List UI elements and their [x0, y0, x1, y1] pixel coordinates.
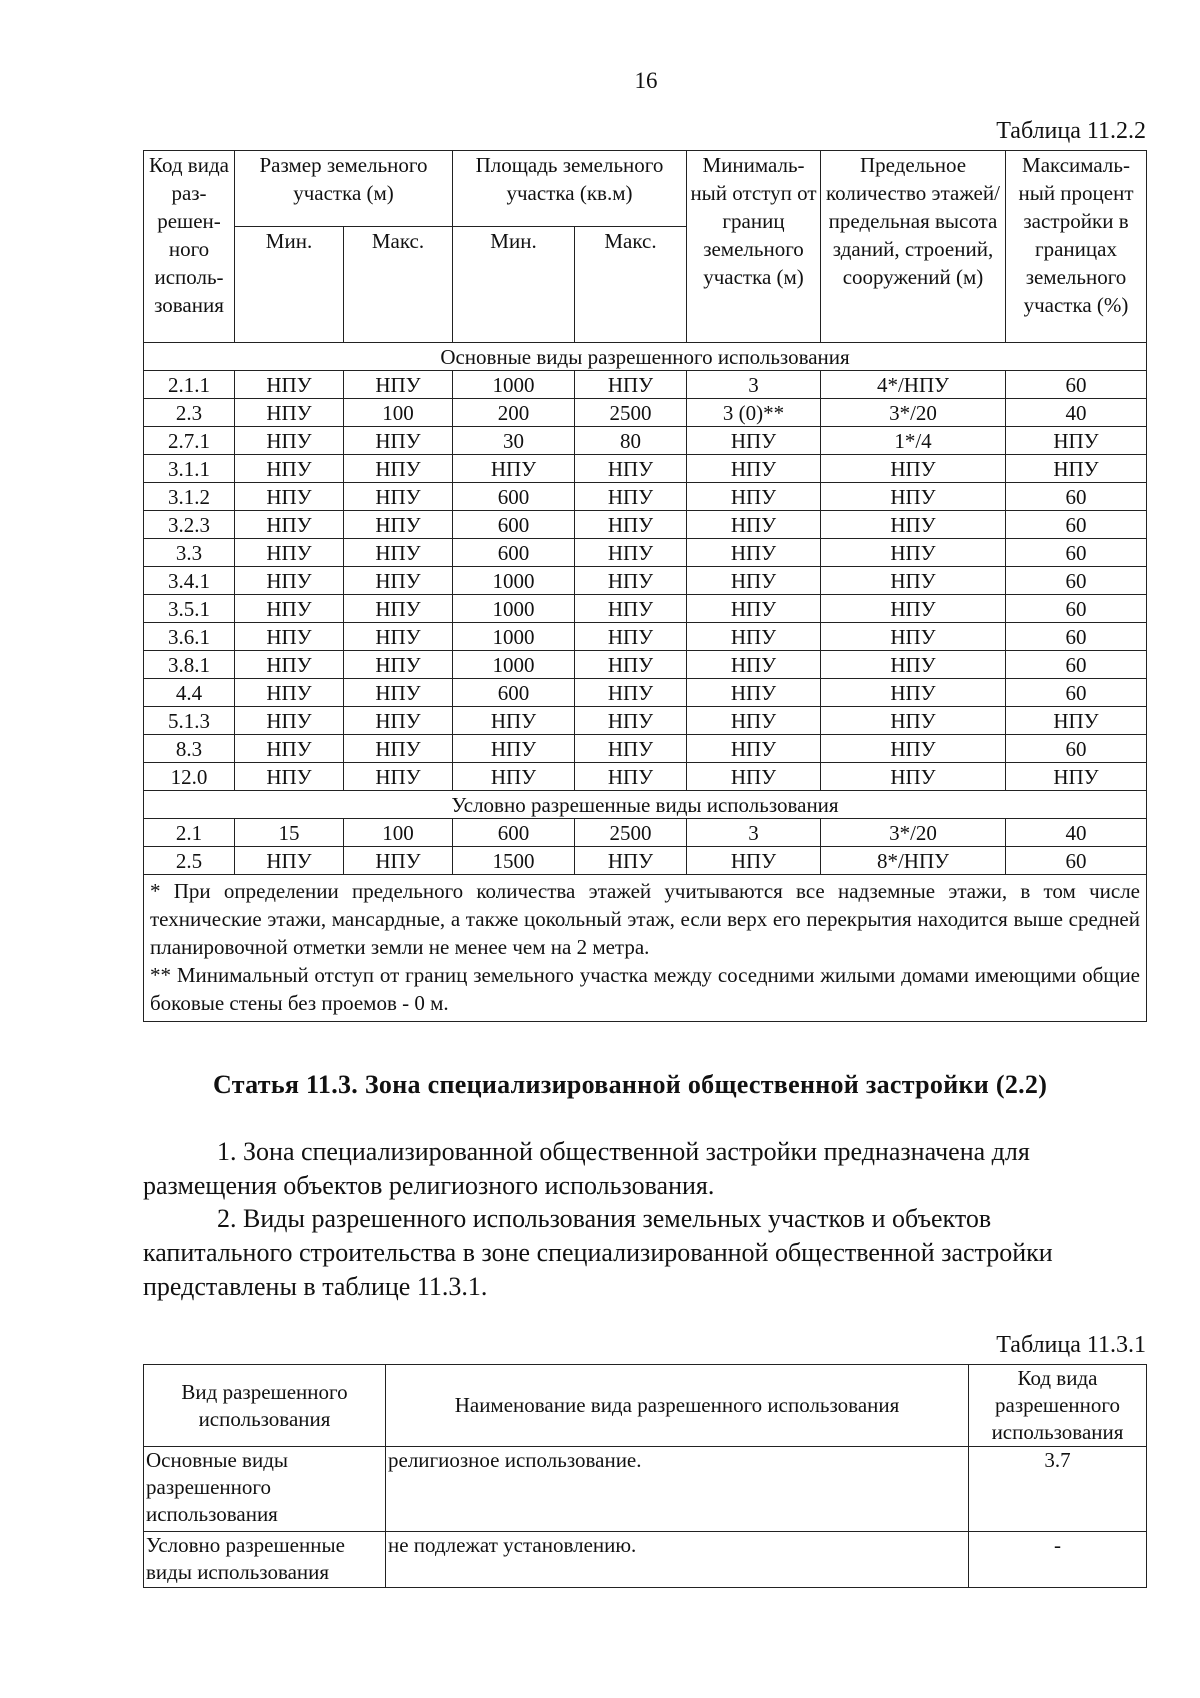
header-area: Площадь земельного участка (кв.м) — [453, 151, 687, 227]
table-cell: 2500 — [575, 819, 687, 847]
use-code-cell: 3.3 — [144, 539, 235, 567]
header-area-max: Макс. — [575, 227, 687, 343]
table-cell: НПУ — [821, 455, 1006, 483]
row-type: Основные виды разрешенного использования — [144, 1447, 386, 1532]
table-cell: НПУ — [687, 539, 821, 567]
header-size: Размер земельного участка (м) — [235, 151, 453, 227]
table-cell: НПУ — [235, 847, 344, 875]
table-cell: НПУ — [344, 847, 453, 875]
table-cell: НПУ — [687, 763, 821, 791]
table-cell: НПУ — [821, 651, 1006, 679]
table-cell: НПУ — [687, 735, 821, 763]
table-cell: 1000 — [453, 567, 575, 595]
table-cell: 60 — [1006, 511, 1147, 539]
table-cell: НПУ — [235, 595, 344, 623]
table-cell: 100 — [344, 399, 453, 427]
table-cell: НПУ — [821, 623, 1006, 651]
table-cell: 1000 — [453, 595, 575, 623]
table-cell: НПУ — [235, 455, 344, 483]
table-cell: НПУ — [687, 847, 821, 875]
table-cell: НПУ — [235, 483, 344, 511]
table-cell: НПУ — [687, 483, 821, 511]
table-cell: 3 (0)** — [687, 399, 821, 427]
table-cell: 30 — [453, 427, 575, 455]
table-cell: НПУ — [235, 511, 344, 539]
table-row — [144, 651, 1147, 679]
table-cell: НПУ — [821, 567, 1006, 595]
table-cell: 3 — [687, 371, 821, 399]
section-main: Основные виды разрешенного использования — [144, 343, 1147, 371]
section-conditional: Условно разрешенные виды использования — [144, 791, 1147, 819]
table-cell: НПУ — [687, 567, 821, 595]
table-cell: НПУ — [235, 735, 344, 763]
table-cell: НПУ — [687, 595, 821, 623]
table-cell: НПУ — [575, 763, 687, 791]
table-cell: НПУ — [344, 679, 453, 707]
use-code-cell: 2.7.1 — [144, 427, 235, 455]
table-row — [144, 539, 1147, 567]
header-size-max: Макс. — [344, 227, 453, 343]
table-cell: 600 — [453, 819, 575, 847]
table-caption: Таблица 11.3.1 — [996, 1332, 1146, 1358]
table-cell: 8*/НПУ — [821, 847, 1006, 875]
table-cell: 4*/НПУ — [821, 371, 1006, 399]
table-cell: НПУ — [235, 371, 344, 399]
table-row — [144, 847, 1147, 875]
zoning-parameters-table — [143, 150, 1147, 1022]
table-cell: 600 — [453, 679, 575, 707]
use-code-cell: 4.4 — [144, 679, 235, 707]
use-code-cell: 5.1.3 — [144, 707, 235, 735]
table-cell: НПУ — [235, 539, 344, 567]
table-cell: НПУ — [575, 567, 687, 595]
table-row — [144, 483, 1147, 511]
table-cell: НПУ — [344, 427, 453, 455]
table-row — [144, 735, 1147, 763]
table-cell: 60 — [1006, 483, 1147, 511]
table-cell: НПУ — [821, 511, 1006, 539]
table-cell: 60 — [1006, 371, 1147, 399]
table-cell: 3 — [687, 819, 821, 847]
paragraph: 1. Зона специализированной общественной застройки предназначена для размещения объектов религиозного использования. — [143, 1137, 1030, 1200]
table-cell: 60 — [1006, 595, 1147, 623]
table-cell: 60 — [1006, 567, 1147, 595]
table-cell: НПУ — [575, 483, 687, 511]
table-row — [144, 455, 1147, 483]
table-cell: НПУ — [575, 539, 687, 567]
table-cell: НПУ — [821, 539, 1006, 567]
table-cell: НПУ — [235, 651, 344, 679]
table-cell: НПУ — [344, 651, 453, 679]
table-cell: 3*/20 — [821, 819, 1006, 847]
use-code-cell: 2.3 — [144, 399, 235, 427]
table-cell: 60 — [1006, 623, 1147, 651]
table-cell: НПУ — [453, 763, 575, 791]
note-floors: * При определении предельного количества этажей учитываются все надземные этажи, в том числе технические этажи, мансардные, а также цокольный этаж, если верх его перекрытия находится выше средней планировочной отметки земли не менее чем на 2 метра. — [150, 879, 1140, 959]
table-cell: НПУ — [1006, 763, 1147, 791]
use-code-cell: 3.2.3 — [144, 511, 235, 539]
paragraph: 2. Виды разрешенного использования земельных участков и объектов капитального строительства в зоне специализированной общественной застройки представлены в таблице 11.3.1. — [143, 1204, 1053, 1301]
table-cell: НПУ — [575, 623, 687, 651]
table-cell: НПУ — [235, 763, 344, 791]
table-row — [144, 819, 1147, 847]
table-cell: НПУ — [235, 623, 344, 651]
table-cell: 60 — [1006, 651, 1147, 679]
table-cell: НПУ — [575, 735, 687, 763]
use-code-cell: 3.5.1 — [144, 595, 235, 623]
article-heading: Статья 11.3. Зона специализированной общественной застройки (2.2) — [213, 1070, 1048, 1099]
table-cell: НПУ — [821, 735, 1006, 763]
table-cell: НПУ — [235, 679, 344, 707]
table-cell: НПУ — [687, 427, 821, 455]
table-cell: НПУ — [344, 623, 453, 651]
table-cell: НПУ — [344, 567, 453, 595]
table-cell: НПУ — [687, 679, 821, 707]
table-cell: НПУ — [344, 763, 453, 791]
table-row — [144, 567, 1147, 595]
table-cell: НПУ — [1006, 707, 1147, 735]
table-cell: НПУ — [1006, 455, 1147, 483]
table-cell: 2500 — [575, 399, 687, 427]
table-cell: НПУ — [344, 483, 453, 511]
table-cell: НПУ — [687, 651, 821, 679]
header-setback: Минималь- ный отступ от границ земельного участка (м) — [687, 151, 821, 343]
table-cell: 60 — [1006, 735, 1147, 763]
table-cell: НПУ — [687, 707, 821, 735]
table-cell: НПУ — [687, 623, 821, 651]
table-caption: Таблица 11.2.2 — [996, 118, 1146, 144]
table-cell: НПУ — [344, 707, 453, 735]
row-type: Условно разрешенные виды использования — [144, 1532, 386, 1588]
table-cell: НПУ — [235, 399, 344, 427]
table-row — [144, 679, 1147, 707]
table-cell: НПУ — [575, 707, 687, 735]
row-code: - — [969, 1532, 1147, 1588]
header-code: Код вида разрешенного использования — [969, 1365, 1147, 1447]
header-area-min: Мин. — [453, 227, 575, 343]
use-code-cell: 12.0 — [144, 763, 235, 791]
table-cell: НПУ — [575, 455, 687, 483]
table-cell: НПУ — [235, 427, 344, 455]
table-cell: 60 — [1006, 847, 1147, 875]
table-cell: НПУ — [821, 595, 1006, 623]
table-cell: 15 — [235, 819, 344, 847]
table-cell: 3*/20 — [821, 399, 1006, 427]
table-cell: НПУ — [235, 707, 344, 735]
table-row — [144, 511, 1147, 539]
header-percent: Максималь- ный процент застройки в границах земельного участка (%) — [1006, 151, 1147, 343]
table-row — [144, 371, 1147, 399]
table-cell: НПУ — [344, 511, 453, 539]
header-size-min: Мин. — [235, 227, 344, 343]
table-cell: 200 — [453, 399, 575, 427]
table-cell: НПУ — [453, 707, 575, 735]
table-cell: НПУ — [575, 595, 687, 623]
table-cell: НПУ — [575, 651, 687, 679]
use-code-cell: 3.4.1 — [144, 567, 235, 595]
header-name: Наименование вида разрешенного использования — [386, 1365, 969, 1447]
table-row — [144, 427, 1147, 455]
table-cell: 600 — [453, 483, 575, 511]
table-row — [144, 763, 1147, 791]
table-cell: НПУ — [344, 539, 453, 567]
header-type: Вид разрешенного использования — [144, 1365, 386, 1447]
table-cell: НПУ — [575, 511, 687, 539]
use-code-cell: 2.1 — [144, 819, 235, 847]
use-code-cell: 8.3 — [144, 735, 235, 763]
table-notes — [144, 875, 1147, 1022]
table-cell: НПУ — [821, 763, 1006, 791]
table-cell: 60 — [1006, 679, 1147, 707]
table-cell: НПУ — [344, 371, 453, 399]
row-name: религиозное использование. — [386, 1447, 969, 1532]
table-cell: 1500 — [453, 847, 575, 875]
note-setback: ** Минимальный отступ от границ земельного участка между соседними жилыми домами имеющими общие боковые стены без проемов - 0 м. — [150, 963, 1140, 1015]
table-cell: 1*/4 — [821, 427, 1006, 455]
table-cell: НПУ — [453, 455, 575, 483]
table-cell: НПУ — [821, 679, 1006, 707]
permitted-use-table — [143, 1364, 1147, 1588]
use-code-cell: 3.1.2 — [144, 483, 235, 511]
table-cell: 100 — [344, 819, 453, 847]
use-code-cell: 2.5 — [144, 847, 235, 875]
table-cell: НПУ — [821, 483, 1006, 511]
use-code-cell: 3.8.1 — [144, 651, 235, 679]
table-cell: НПУ — [344, 455, 453, 483]
table-cell: НПУ — [687, 455, 821, 483]
table-cell: 80 — [575, 427, 687, 455]
header-code: Код вида раз- решен- ного исполь- зования — [144, 151, 235, 343]
table-cell: НПУ — [687, 511, 821, 539]
table-cell: НПУ — [344, 595, 453, 623]
row-code: 3.7 — [969, 1447, 1147, 1532]
page-number: 16 — [634, 68, 658, 93]
use-code-cell: 2.1.1 — [144, 371, 235, 399]
table-cell: НПУ — [235, 567, 344, 595]
table-cell: НПУ — [575, 371, 687, 399]
table-row — [144, 595, 1147, 623]
table-row — [144, 623, 1147, 651]
use-code-cell: 3.1.1 — [144, 455, 235, 483]
use-code-cell: 3.6.1 — [144, 623, 235, 651]
table-cell: 600 — [453, 511, 575, 539]
table-cell: НПУ — [453, 735, 575, 763]
table-cell: НПУ — [575, 679, 687, 707]
header-floors: Предельное количество этажей/ предельная высота зданий, строений, сооружений (м) — [821, 151, 1006, 343]
table-row — [144, 399, 1147, 427]
table-cell: НПУ — [821, 707, 1006, 735]
row-name: не подлежат установлению. — [386, 1532, 969, 1588]
table-cell: НПУ — [1006, 427, 1147, 455]
table-cell: НПУ — [344, 735, 453, 763]
table-cell: 40 — [1006, 819, 1147, 847]
table-cell: 600 — [453, 539, 575, 567]
table-row — [144, 707, 1147, 735]
table-cell: 1000 — [453, 623, 575, 651]
table-cell: 1000 — [453, 371, 575, 399]
table-cell: 1000 — [453, 651, 575, 679]
table-cell: НПУ — [575, 847, 687, 875]
table-cell: 40 — [1006, 399, 1147, 427]
table-cell: 60 — [1006, 539, 1147, 567]
